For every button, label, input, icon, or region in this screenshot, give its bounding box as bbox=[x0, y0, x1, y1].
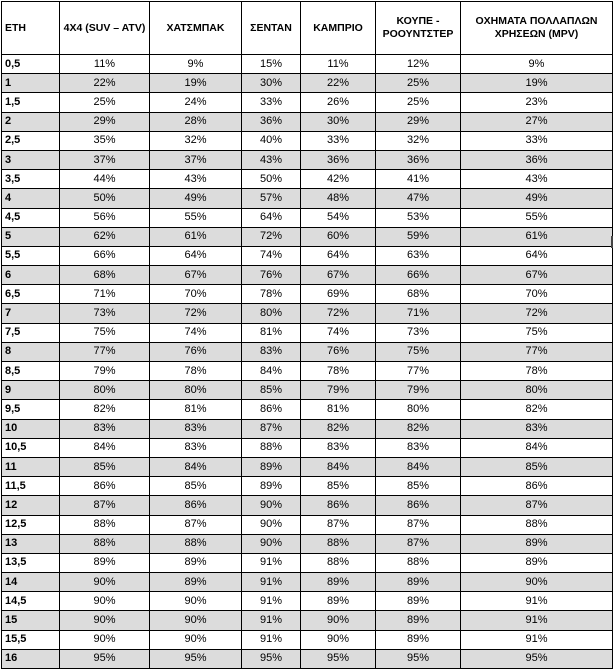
cell-coupe-roadster: 89% bbox=[376, 592, 461, 611]
cell-hatchback: 87% bbox=[150, 515, 242, 534]
header-4x4: 4Χ4 (SUV – ATV) bbox=[60, 2, 150, 55]
cell-cabrio: 90% bbox=[301, 630, 376, 649]
cell-cabrio: 33% bbox=[301, 131, 376, 150]
cell-hatchback: 83% bbox=[150, 419, 242, 438]
cell-cabrio: 85% bbox=[301, 477, 376, 496]
cell-4x4: 75% bbox=[60, 323, 150, 342]
cell-4x4: 22% bbox=[60, 74, 150, 93]
cell-4x4: 11% bbox=[60, 55, 150, 74]
cell-coupe-roadster: 71% bbox=[376, 304, 461, 323]
cell-mpv: 36% bbox=[461, 150, 613, 169]
cell-coupe-roadster: 89% bbox=[376, 630, 461, 649]
table-row bbox=[2, 93, 613, 112]
cell-mpv: 89% bbox=[461, 553, 613, 572]
cell-sedan: 90% bbox=[242, 534, 301, 553]
cell-hatchback: 95% bbox=[150, 649, 242, 668]
cell-hatchback: 32% bbox=[150, 131, 242, 150]
cell-hatchback: 90% bbox=[150, 592, 242, 611]
cell-mpv: 78% bbox=[461, 362, 613, 381]
cell-4x4: 62% bbox=[60, 227, 150, 246]
depreciation-table bbox=[1, 1, 613, 669]
cell-hatchback: 28% bbox=[150, 112, 242, 131]
cell-sedan: 36% bbox=[242, 112, 301, 131]
cell-coupe-roadster: 80% bbox=[376, 400, 461, 419]
cell-mpv: 80% bbox=[461, 381, 613, 400]
cell-4x4: 90% bbox=[60, 611, 150, 630]
cell-sedan: 86% bbox=[242, 400, 301, 419]
cell-cabrio: 89% bbox=[301, 573, 376, 592]
table-row bbox=[2, 592, 613, 611]
cell-4x4: 87% bbox=[60, 496, 150, 515]
table-row bbox=[2, 496, 613, 515]
cell-sedan: 57% bbox=[242, 189, 301, 208]
cell-years: 10 bbox=[2, 419, 60, 438]
cell-sedan: 76% bbox=[242, 266, 301, 285]
table-row bbox=[2, 438, 613, 457]
cell-years: 15,5 bbox=[2, 630, 60, 649]
scroll-marker bbox=[611, 236, 613, 248]
header-coupe-roadster: ΚΟΥΠΕ - ΡΟΟΥΝΤΣΤΕΡ bbox=[376, 2, 461, 55]
cell-coupe-roadster: 36% bbox=[376, 150, 461, 169]
cell-coupe-roadster: 12% bbox=[376, 55, 461, 74]
cell-cabrio: 26% bbox=[301, 93, 376, 112]
cell-coupe-roadster: 82% bbox=[376, 419, 461, 438]
cell-years: 5 bbox=[2, 227, 60, 246]
cell-cabrio: 30% bbox=[301, 112, 376, 131]
cell-cabrio: 90% bbox=[301, 611, 376, 630]
header-mpv: ΟΧΗΜΑΤΑ ΠΟΛΛΑΠΛΩΝ ΧΡΗΣΕΩΝ (MPV) bbox=[461, 2, 613, 55]
cell-mpv: 90% bbox=[461, 573, 613, 592]
cell-4x4: 86% bbox=[60, 477, 150, 496]
cell-hatchback: 90% bbox=[150, 611, 242, 630]
cell-hatchback: 70% bbox=[150, 285, 242, 304]
table-row bbox=[2, 55, 613, 74]
table-row bbox=[2, 285, 613, 304]
cell-4x4: 90% bbox=[60, 630, 150, 649]
cell-mpv: 82% bbox=[461, 400, 613, 419]
cell-mpv: 19% bbox=[461, 74, 613, 93]
cell-4x4: 90% bbox=[60, 573, 150, 592]
cell-years: 11,5 bbox=[2, 477, 60, 496]
cell-sedan: 40% bbox=[242, 131, 301, 150]
cell-mpv: 85% bbox=[461, 457, 613, 476]
cell-sedan: 91% bbox=[242, 573, 301, 592]
cell-sedan: 89% bbox=[242, 477, 301, 496]
table-row bbox=[2, 227, 613, 246]
cell-hatchback: 67% bbox=[150, 266, 242, 285]
cell-sedan: 50% bbox=[242, 170, 301, 189]
cell-sedan: 72% bbox=[242, 227, 301, 246]
cell-4x4: 37% bbox=[60, 150, 150, 169]
cell-coupe-roadster: 25% bbox=[376, 93, 461, 112]
cell-cabrio: 72% bbox=[301, 304, 376, 323]
cell-4x4: 80% bbox=[60, 381, 150, 400]
cell-4x4: 90% bbox=[60, 592, 150, 611]
cell-hatchback: 9% bbox=[150, 55, 242, 74]
cell-years: 2 bbox=[2, 112, 60, 131]
cell-years: 9 bbox=[2, 381, 60, 400]
table-row bbox=[2, 515, 613, 534]
cell-mpv: 83% bbox=[461, 419, 613, 438]
cell-hatchback: 74% bbox=[150, 323, 242, 342]
cell-cabrio: 74% bbox=[301, 323, 376, 342]
cell-coupe-roadster: 79% bbox=[376, 381, 461, 400]
table-row bbox=[2, 534, 613, 553]
cell-hatchback: 90% bbox=[150, 630, 242, 649]
table-row bbox=[2, 189, 613, 208]
cell-hatchback: 43% bbox=[150, 170, 242, 189]
cell-mpv: 91% bbox=[461, 611, 613, 630]
cell-mpv: 87% bbox=[461, 496, 613, 515]
table-row bbox=[2, 477, 613, 496]
cell-4x4: 25% bbox=[60, 93, 150, 112]
cell-years: 0,5 bbox=[2, 55, 60, 74]
cell-hatchback: 64% bbox=[150, 246, 242, 265]
cell-cabrio: 11% bbox=[301, 55, 376, 74]
cell-sedan: 43% bbox=[242, 150, 301, 169]
cell-cabrio: 95% bbox=[301, 649, 376, 668]
cell-mpv: 70% bbox=[461, 285, 613, 304]
cell-sedan: 90% bbox=[242, 496, 301, 515]
cell-coupe-roadster: 83% bbox=[376, 438, 461, 457]
cell-sedan: 85% bbox=[242, 381, 301, 400]
header-row bbox=[2, 2, 613, 55]
cell-4x4: 95% bbox=[60, 649, 150, 668]
cell-years: 7 bbox=[2, 304, 60, 323]
cell-years: 12,5 bbox=[2, 515, 60, 534]
cell-years: 5,5 bbox=[2, 246, 60, 265]
cell-mpv: 23% bbox=[461, 93, 613, 112]
cell-years: 7,5 bbox=[2, 323, 60, 342]
cell-years: 13 bbox=[2, 534, 60, 553]
cell-years: 4,5 bbox=[2, 208, 60, 227]
cell-mpv: 84% bbox=[461, 438, 613, 457]
table-row bbox=[2, 246, 613, 265]
cell-coupe-roadster: 89% bbox=[376, 611, 461, 630]
cell-coupe-roadster: 87% bbox=[376, 515, 461, 534]
cell-cabrio: 36% bbox=[301, 150, 376, 169]
table-row bbox=[2, 381, 613, 400]
cell-coupe-roadster: 41% bbox=[376, 170, 461, 189]
table-row bbox=[2, 419, 613, 438]
cell-sedan: 81% bbox=[242, 323, 301, 342]
cell-cabrio: 88% bbox=[301, 553, 376, 572]
cell-sedan: 91% bbox=[242, 592, 301, 611]
table-body bbox=[2, 55, 613, 669]
cell-sedan: 33% bbox=[242, 93, 301, 112]
cell-cabrio: 64% bbox=[301, 246, 376, 265]
cell-mpv: 88% bbox=[461, 515, 613, 534]
cell-4x4: 77% bbox=[60, 342, 150, 361]
cell-coupe-roadster: 88% bbox=[376, 553, 461, 572]
cell-sedan: 90% bbox=[242, 515, 301, 534]
cell-coupe-roadster: 25% bbox=[376, 74, 461, 93]
cell-years: 11 bbox=[2, 457, 60, 476]
cell-sedan: 78% bbox=[242, 285, 301, 304]
cell-4x4: 71% bbox=[60, 285, 150, 304]
table-row bbox=[2, 150, 613, 169]
cell-hatchback: 19% bbox=[150, 74, 242, 93]
cell-sedan: 64% bbox=[242, 208, 301, 227]
cell-cabrio: 67% bbox=[301, 266, 376, 285]
cell-coupe-roadster: 68% bbox=[376, 285, 461, 304]
cell-years: 2,5 bbox=[2, 131, 60, 150]
cell-coupe-roadster: 86% bbox=[376, 496, 461, 515]
cell-coupe-roadster: 53% bbox=[376, 208, 461, 227]
cell-mpv: 95% bbox=[461, 649, 613, 668]
cell-mpv: 91% bbox=[461, 592, 613, 611]
cell-cabrio: 86% bbox=[301, 496, 376, 515]
cell-sedan: 87% bbox=[242, 419, 301, 438]
cell-hatchback: 78% bbox=[150, 362, 242, 381]
cell-coupe-roadster: 85% bbox=[376, 477, 461, 496]
cell-hatchback: 49% bbox=[150, 189, 242, 208]
cell-sedan: 83% bbox=[242, 342, 301, 361]
cell-4x4: 85% bbox=[60, 457, 150, 476]
cell-sedan: 88% bbox=[242, 438, 301, 457]
cell-coupe-roadster: 59% bbox=[376, 227, 461, 246]
cell-cabrio: 87% bbox=[301, 515, 376, 534]
cell-4x4: 84% bbox=[60, 438, 150, 457]
table-row bbox=[2, 400, 613, 419]
cell-coupe-roadster: 73% bbox=[376, 323, 461, 342]
cell-4x4: 82% bbox=[60, 400, 150, 419]
cell-coupe-roadster: 77% bbox=[376, 362, 461, 381]
header-years: ΕΤΗ bbox=[2, 2, 60, 55]
cell-mpv: 33% bbox=[461, 131, 613, 150]
cell-cabrio: 84% bbox=[301, 457, 376, 476]
table-row bbox=[2, 342, 613, 361]
cell-sedan: 95% bbox=[242, 649, 301, 668]
table-row bbox=[2, 553, 613, 572]
cell-sedan: 89% bbox=[242, 457, 301, 476]
cell-mpv: 61% bbox=[461, 227, 613, 246]
table-row bbox=[2, 112, 613, 131]
cell-hatchback: 84% bbox=[150, 457, 242, 476]
cell-years: 3 bbox=[2, 150, 60, 169]
table-row bbox=[2, 630, 613, 649]
cell-mpv: 72% bbox=[461, 304, 613, 323]
cell-cabrio: 79% bbox=[301, 381, 376, 400]
header-hatchback: ΧΑΤΣΜΠΑΚ bbox=[150, 2, 242, 55]
cell-coupe-roadster: 95% bbox=[376, 649, 461, 668]
cell-hatchback: 76% bbox=[150, 342, 242, 361]
cell-hatchback: 85% bbox=[150, 477, 242, 496]
cell-years: 13,5 bbox=[2, 553, 60, 572]
cell-4x4: 68% bbox=[60, 266, 150, 285]
cell-sedan: 91% bbox=[242, 630, 301, 649]
cell-sedan: 91% bbox=[242, 553, 301, 572]
cell-years: 10,5 bbox=[2, 438, 60, 457]
cell-coupe-roadster: 32% bbox=[376, 131, 461, 150]
table-row bbox=[2, 611, 613, 630]
cell-cabrio: 76% bbox=[301, 342, 376, 361]
cell-4x4: 88% bbox=[60, 534, 150, 553]
cell-hatchback: 61% bbox=[150, 227, 242, 246]
cell-years: 16 bbox=[2, 649, 60, 668]
cell-cabrio: 89% bbox=[301, 592, 376, 611]
cell-mpv: 86% bbox=[461, 477, 613, 496]
table-row bbox=[2, 131, 613, 150]
cell-cabrio: 81% bbox=[301, 400, 376, 419]
table-row bbox=[2, 266, 613, 285]
cell-years: 1,5 bbox=[2, 93, 60, 112]
cell-sedan: 30% bbox=[242, 74, 301, 93]
cell-4x4: 83% bbox=[60, 419, 150, 438]
cell-cabrio: 82% bbox=[301, 419, 376, 438]
cell-cabrio: 60% bbox=[301, 227, 376, 246]
cell-mpv: 43% bbox=[461, 170, 613, 189]
table-row bbox=[2, 74, 613, 93]
cell-mpv: 49% bbox=[461, 189, 613, 208]
cell-coupe-roadster: 66% bbox=[376, 266, 461, 285]
cell-mpv: 91% bbox=[461, 630, 613, 649]
cell-sedan: 80% bbox=[242, 304, 301, 323]
cell-hatchback: 88% bbox=[150, 534, 242, 553]
cell-coupe-roadster: 63% bbox=[376, 246, 461, 265]
cell-sedan: 84% bbox=[242, 362, 301, 381]
cell-years: 12 bbox=[2, 496, 60, 515]
cell-years: 8 bbox=[2, 342, 60, 361]
cell-sedan: 74% bbox=[242, 246, 301, 265]
cell-4x4: 73% bbox=[60, 304, 150, 323]
cell-4x4: 79% bbox=[60, 362, 150, 381]
cell-coupe-roadster: 87% bbox=[376, 534, 461, 553]
cell-cabrio: 78% bbox=[301, 362, 376, 381]
cell-hatchback: 55% bbox=[150, 208, 242, 227]
cell-coupe-roadster: 84% bbox=[376, 457, 461, 476]
cell-hatchback: 86% bbox=[150, 496, 242, 515]
cell-cabrio: 69% bbox=[301, 285, 376, 304]
cell-sedan: 15% bbox=[242, 55, 301, 74]
cell-years: 14,5 bbox=[2, 592, 60, 611]
cell-mpv: 27% bbox=[461, 112, 613, 131]
header-cabrio: ΚΑΜΠΡΙΟ bbox=[301, 2, 376, 55]
table-row bbox=[2, 208, 613, 227]
cell-coupe-roadster: 29% bbox=[376, 112, 461, 131]
cell-mpv: 75% bbox=[461, 323, 613, 342]
cell-mpv: 9% bbox=[461, 55, 613, 74]
cell-cabrio: 83% bbox=[301, 438, 376, 457]
cell-4x4: 89% bbox=[60, 553, 150, 572]
table-row bbox=[2, 649, 613, 668]
cell-hatchback: 80% bbox=[150, 381, 242, 400]
cell-years: 6,5 bbox=[2, 285, 60, 304]
cell-hatchback: 83% bbox=[150, 438, 242, 457]
cell-coupe-roadster: 47% bbox=[376, 189, 461, 208]
cell-4x4: 50% bbox=[60, 189, 150, 208]
cell-4x4: 29% bbox=[60, 112, 150, 131]
cell-cabrio: 48% bbox=[301, 189, 376, 208]
cell-coupe-roadster: 89% bbox=[376, 573, 461, 592]
cell-hatchback: 89% bbox=[150, 573, 242, 592]
cell-4x4: 56% bbox=[60, 208, 150, 227]
cell-coupe-roadster: 75% bbox=[376, 342, 461, 361]
cell-4x4: 88% bbox=[60, 515, 150, 534]
cell-years: 9,5 bbox=[2, 400, 60, 419]
table-row bbox=[2, 304, 613, 323]
cell-cabrio: 42% bbox=[301, 170, 376, 189]
cell-cabrio: 88% bbox=[301, 534, 376, 553]
cell-years: 6 bbox=[2, 266, 60, 285]
cell-years: 1 bbox=[2, 74, 60, 93]
cell-years: 8,5 bbox=[2, 362, 60, 381]
cell-mpv: 64% bbox=[461, 246, 613, 265]
cell-cabrio: 54% bbox=[301, 208, 376, 227]
cell-hatchback: 81% bbox=[150, 400, 242, 419]
cell-mpv: 55% bbox=[461, 208, 613, 227]
cell-mpv: 89% bbox=[461, 534, 613, 553]
cell-4x4: 35% bbox=[60, 131, 150, 150]
cell-years: 4 bbox=[2, 189, 60, 208]
cell-mpv: 77% bbox=[461, 342, 613, 361]
cell-4x4: 44% bbox=[60, 170, 150, 189]
cell-4x4: 66% bbox=[60, 246, 150, 265]
cell-years: 15 bbox=[2, 611, 60, 630]
cell-years: 14 bbox=[2, 573, 60, 592]
cell-hatchback: 37% bbox=[150, 150, 242, 169]
cell-hatchback: 24% bbox=[150, 93, 242, 112]
table-row bbox=[2, 573, 613, 592]
cell-hatchback: 89% bbox=[150, 553, 242, 572]
cell-years: 3,5 bbox=[2, 170, 60, 189]
table-row bbox=[2, 323, 613, 342]
table-row bbox=[2, 170, 613, 189]
table-row bbox=[2, 457, 613, 476]
cell-mpv: 67% bbox=[461, 266, 613, 285]
cell-cabrio: 22% bbox=[301, 74, 376, 93]
table-row bbox=[2, 362, 613, 381]
cell-sedan: 91% bbox=[242, 611, 301, 630]
cell-hatchback: 72% bbox=[150, 304, 242, 323]
header-sedan: ΣΕΝΤΑΝ bbox=[242, 2, 301, 55]
